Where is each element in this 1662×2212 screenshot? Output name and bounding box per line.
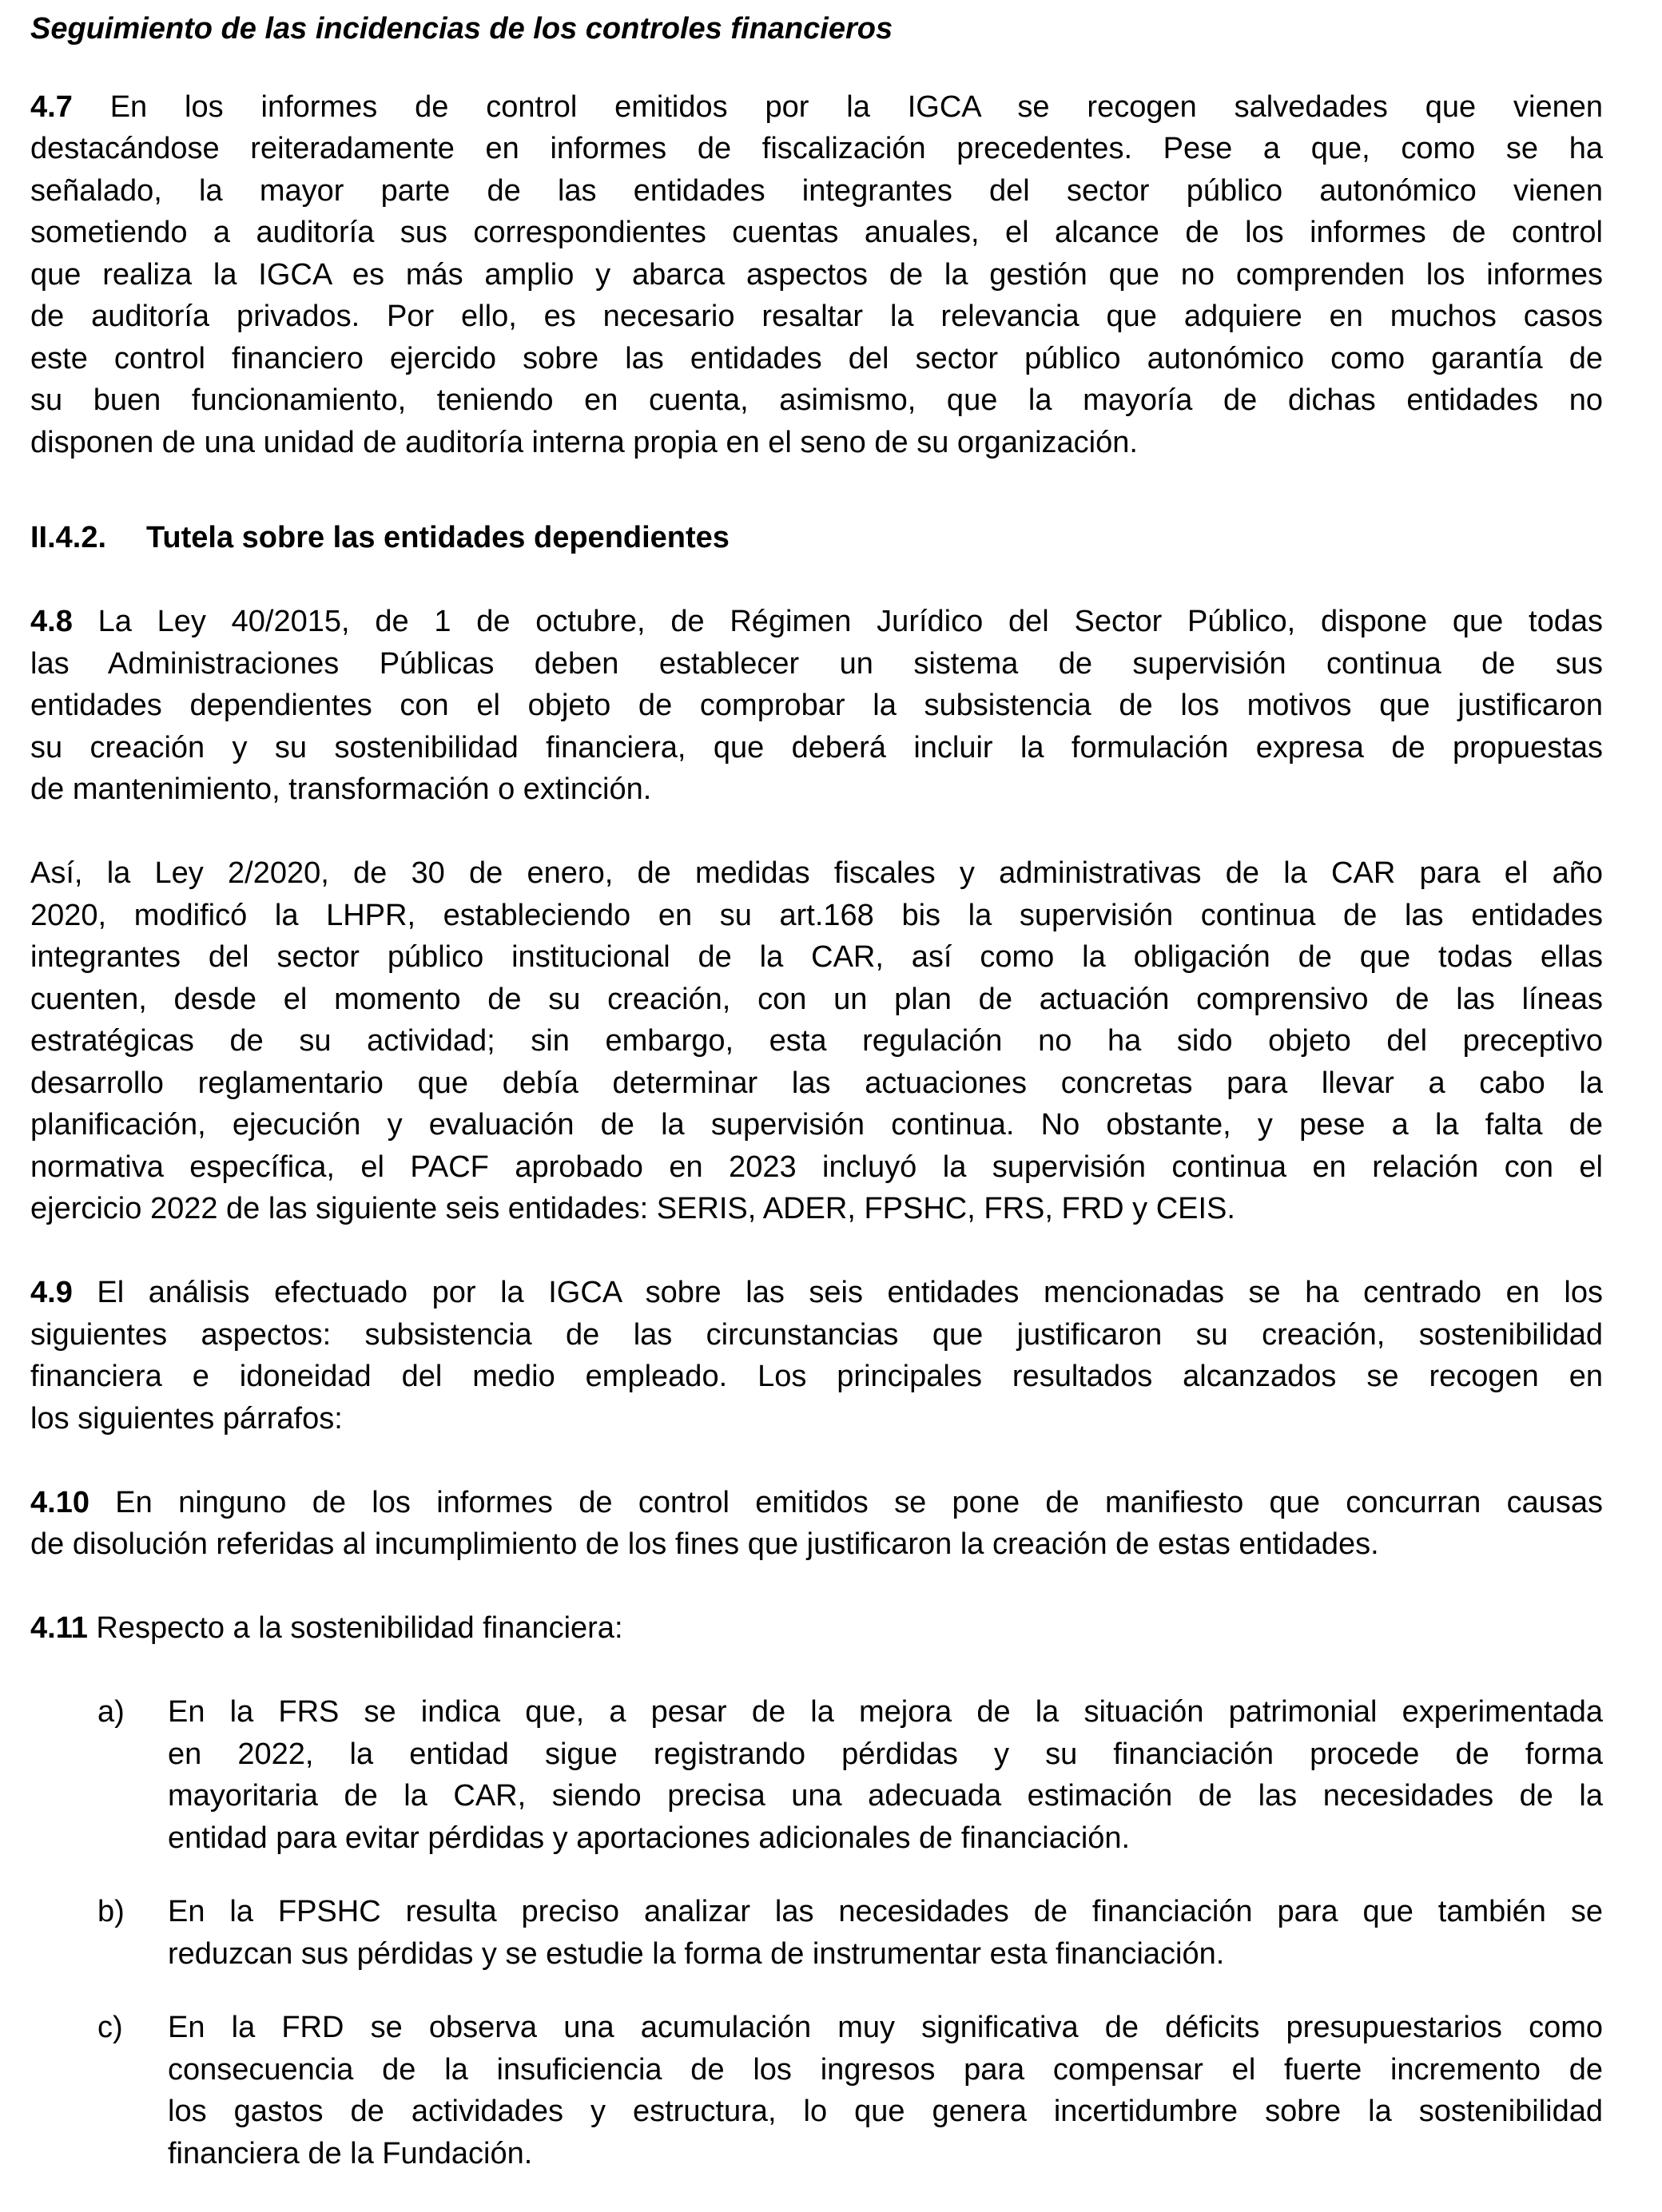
text-line <box>30 1146 1603 1189</box>
line-text: El análisis efectuado por la IGCA sobre las seis entidades mencionadas se ha centrado en los <box>72 1276 1603 1309</box>
text-line <box>30 1272 1603 1314</box>
line-text: este control financiero ejercido sobre las entidades del sector público autonómico como garantía de <box>30 341 1603 375</box>
paragraph <box>30 1607 1603 1650</box>
text-line <box>30 1188 1603 1230</box>
text-line <box>30 422 1603 464</box>
paragraphs <box>30 601 1603 1650</box>
text-line <box>30 296 1603 338</box>
paragraph-number: 4.10 <box>30 1485 89 1519</box>
line-text: sometiendo a auditoría sus correspondientes cuentas anuales, el alcance de los informes de control <box>30 216 1603 249</box>
line-text: de disolución referidas al incumplimiento de los fines que justificaron la creación de estas entidades. <box>30 1527 1379 1561</box>
paragraph-4-7 <box>30 86 1603 464</box>
text-line <box>168 1733 1603 1776</box>
text-line <box>30 1104 1603 1146</box>
line-text: señalado, la mayor parte de las entidades integrantes del sector público autonómico vienen <box>30 173 1603 208</box>
line-text: destacándose reiteradamente en informes de fiscalización precedentes. Pese a que, como se ha <box>30 132 1603 165</box>
line-text: disponen de una unidad de auditoría interna propia en el seno de su organización. <box>30 425 1138 459</box>
line-text: financiera de la Fundación. <box>168 2136 533 2170</box>
line-text: siguientes aspectos: subsistencia de las circunstancias que justificaron su creación, sostenibilidad <box>30 1317 1603 1352</box>
text-line <box>30 1482 1603 1524</box>
text-line <box>30 170 1603 212</box>
line-text: En ninguno de los informes de control emitidos se pone de manifiesto que concurran causas <box>89 1485 1603 1519</box>
paragraph-number: 4.8 <box>30 605 73 638</box>
paragraph-number: 4.7 <box>30 89 73 124</box>
section-title: Seguimiento de las incidencias de los controles financieros <box>30 12 893 46</box>
paragraph-number: 4.9 <box>30 1276 73 1309</box>
text-line <box>30 1356 1603 1398</box>
paragraph <box>30 601 1603 811</box>
subsection-title: Tutela sobre las entidades dependientes <box>146 521 730 554</box>
line-text: En los informes de control emitidos por la IGCA se recogen salvedades que vienen <box>72 89 1603 124</box>
text-line <box>30 1314 1603 1356</box>
list-item <box>30 2007 1603 2174</box>
line-text: Respecto a la sostenibilidad financiera: <box>87 1611 623 1645</box>
line-text: los gastos de actividades y estructura, lo que genera incertidumbre sobre la sostenibilidad <box>168 2095 1603 2128</box>
text-line <box>168 1691 1603 1733</box>
line-text: que realiza la IGCA es más amplio y abarca aspectos de la gestión que no comprenden los informes <box>30 257 1603 292</box>
text-line <box>30 254 1603 296</box>
line-text: La Ley 40/2015, de 1 de octubre, de Régimen Jurídico del Sector Público, dispone que todas <box>72 605 1603 638</box>
line-text: ejercicio 2022 de las siguiente seis entidades: SERIS, ADER, FPSHC, FRS, FRD y CEIS. <box>30 1192 1235 1225</box>
text-line <box>30 1062 1603 1105</box>
text-line <box>30 727 1603 769</box>
list-marker: a) <box>97 1695 125 1729</box>
line-text: 2020, modificó la LHPR, estableciendo en su art.168 bis la supervisión continua de las entidades <box>30 898 1603 932</box>
subsection-number: II.4.2. <box>30 521 107 554</box>
subsection-heading <box>30 517 1603 559</box>
text-line <box>30 1020 1603 1062</box>
text-line <box>168 2007 1603 2049</box>
text-line <box>30 979 1603 1021</box>
line-text: su buen funcionamiento, teniendo en cuenta, asimismo, que la mayoría de dichas entidades no <box>30 383 1603 417</box>
line-text: Así, la Ley 2/2020, de 30 de enero, de medidas fiscales y administrativas de la CAR para el año <box>30 856 1603 890</box>
list-marker: c) <box>97 2011 123 2044</box>
line-text: entidad para evitar pérdidas y aportaciones adicionales de financiación. <box>168 1821 1131 1855</box>
sustainability-list <box>30 1691 1603 2174</box>
line-text: En la FPSHC resulta preciso analizar las necesidades de financiación para que también se <box>168 1895 1603 1928</box>
text-line <box>168 1891 1603 1933</box>
text-line <box>30 1523 1603 1566</box>
text-line <box>30 338 1603 380</box>
line-text: normativa específica, el PACF aprobado en 2023 incluyó la supervisión continua en relación con el <box>30 1150 1603 1184</box>
text-line <box>168 1933 1603 1976</box>
text-line <box>30 1607 1603 1650</box>
text-line <box>168 2133 1603 2175</box>
text-line <box>168 2091 1603 2133</box>
text-line <box>30 936 1603 979</box>
text-line <box>30 852 1603 895</box>
line-text: consecuencia de la insuficiencia de los ingresos para compensar el fuerte incremento de <box>168 2052 1603 2087</box>
document-page <box>30 8 1603 2206</box>
line-text: los siguientes párrafos: <box>30 1401 343 1436</box>
paragraph <box>30 1482 1603 1566</box>
line-text: integrantes del sector público institucional de la CAR, así como la obligación de que todas ellas <box>30 940 1603 974</box>
text-line <box>30 643 1603 685</box>
text-line <box>30 86 1603 129</box>
line-text: entidades dependientes con el objeto de comprobar la subsistencia de los motivos que justificaron <box>30 689 1603 722</box>
list-item <box>30 1691 1603 1859</box>
text-line <box>168 2049 1603 2091</box>
text-line <box>30 601 1603 643</box>
text-line <box>30 128 1603 170</box>
line-text: mayoritaria de la CAR, siendo precisa una adecuada estimación de las necesidades de la <box>168 1779 1603 1813</box>
line-text: desarrollo reglamentario que debía determinar las actuaciones concretas para llevar a cabo la <box>30 1066 1603 1100</box>
line-text: planificación, ejecución y evaluación de la supervisión continua. No obstante, y pese a la falta de <box>30 1108 1603 1142</box>
line-text: En la FRS se indica que, a pesar de la mejora de la situación patrimonial experimentada <box>168 1695 1603 1729</box>
paragraph <box>30 1272 1603 1440</box>
text-line <box>30 1398 1603 1440</box>
text-line <box>30 685 1603 727</box>
line-text: reduzcan sus pérdidas y se estudie la forma de instrumentar esta financiación. <box>168 1936 1225 1971</box>
line-text: su creación y su sostenibilidad financiera, que deberá incluir la formulación expresa de propuestas <box>30 730 1603 764</box>
text-line <box>168 1817 1603 1860</box>
text-line <box>168 1775 1603 1817</box>
text-line <box>30 895 1603 937</box>
line-text: las Administraciones Públicas deben establecer un sistema de supervisión continua de sus <box>30 646 1603 681</box>
list-marker: b) <box>97 1895 125 1928</box>
list-item <box>30 1891 1603 1975</box>
line-text: de auditoría privados. Por ello, es necesario resaltar la relevancia que adquiere en muchos casos <box>30 300 1603 333</box>
line-text: financiera e idoneidad del medio empleado. Los principales resultados alcanzados se recogen en <box>30 1360 1603 1393</box>
line-text: en 2022, la entidad sigue registrando pérdidas y su financiación procede de forma <box>168 1737 1603 1771</box>
line-text: En la FRD se observa una acumulación muy significativa de déficits presupuestarios como <box>168 2011 1603 2044</box>
line-text: estratégicas de su actividad; sin embargo, esta regulación no ha sido objeto del preceptivo <box>30 1024 1603 1058</box>
line-text: de mantenimiento, transformación o extinción. <box>30 772 652 806</box>
paragraph <box>30 852 1603 1230</box>
line-text: cuenten, desde el momento de su creación, con un plan de actuación comprensivo de las líneas <box>30 982 1603 1016</box>
paragraph-number: 4.11 <box>30 1611 88 1645</box>
text-line <box>30 212 1603 254</box>
text-line <box>30 379 1603 422</box>
text-line <box>30 768 1603 811</box>
